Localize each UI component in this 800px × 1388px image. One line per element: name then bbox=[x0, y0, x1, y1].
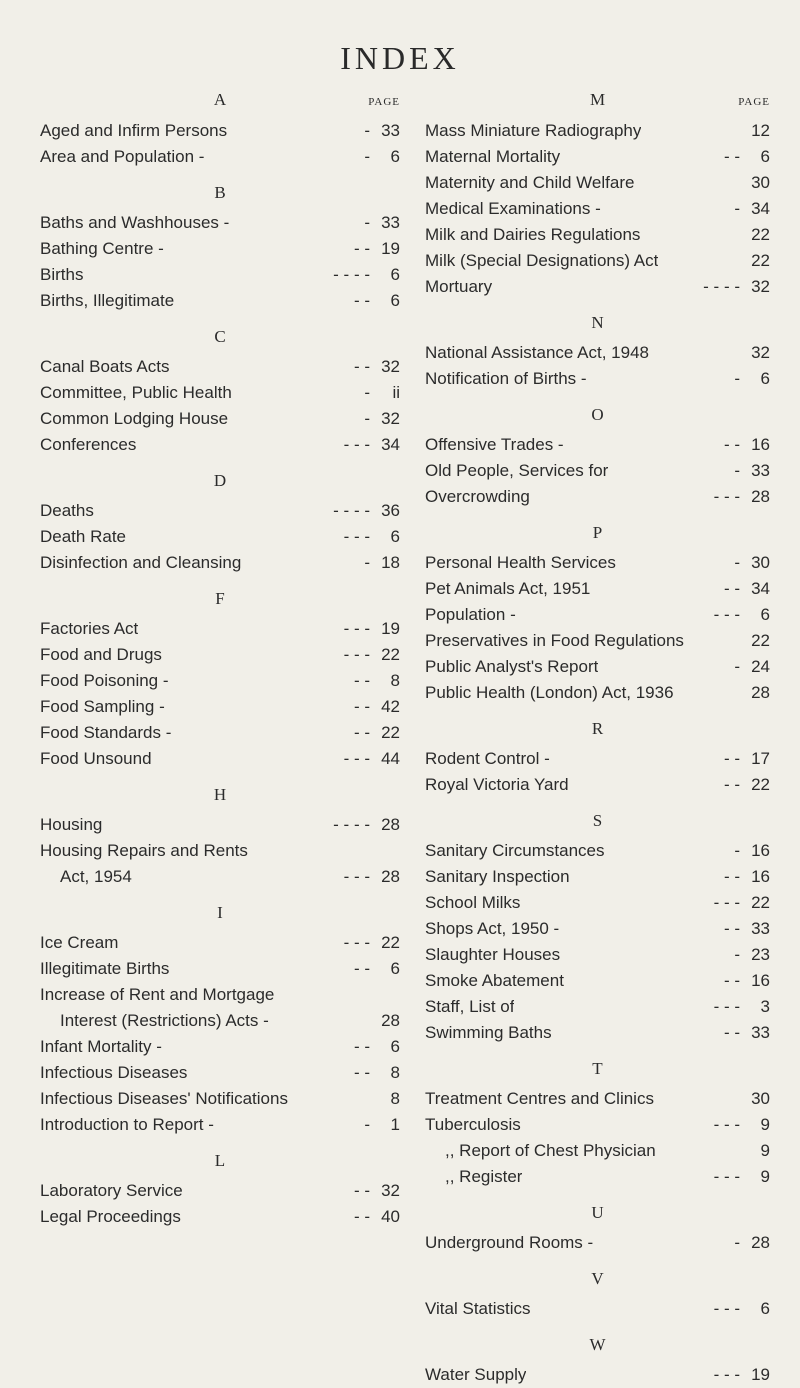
index-entry bbox=[425, 1020, 770, 1046]
leader-dashes: - bbox=[734, 461, 740, 480]
section-letter: N bbox=[591, 313, 604, 332]
index-entry bbox=[425, 654, 770, 680]
entry-page-number: 8 bbox=[390, 671, 400, 690]
entry-name: Infant Mortality - bbox=[40, 1037, 162, 1056]
entry-page-number: 16 bbox=[751, 841, 770, 860]
entry-name: Mass Miniature Radiography bbox=[425, 121, 642, 140]
leader-dashes: - bbox=[364, 121, 370, 140]
entry-page-number: 33 bbox=[381, 121, 400, 140]
index-entry bbox=[425, 550, 770, 576]
entry-page-number: 32 bbox=[381, 357, 400, 376]
leader-dashes: - - bbox=[353, 1037, 370, 1056]
entry-page-number: 6 bbox=[390, 291, 400, 310]
index-entry bbox=[425, 1086, 770, 1112]
entry-page-number: 16 bbox=[751, 867, 770, 886]
leader-dashes: - bbox=[734, 945, 740, 964]
entry-page-number: 6 bbox=[760, 605, 770, 624]
entry-page-number: 8 bbox=[390, 1089, 400, 1108]
index-entry bbox=[425, 340, 770, 366]
section-letter: H bbox=[213, 785, 227, 804]
entry-name: Housing bbox=[40, 815, 103, 834]
entry-name: Population - bbox=[425, 605, 516, 624]
entry-name: Laboratory Service bbox=[40, 1181, 183, 1200]
index-entry bbox=[425, 196, 770, 222]
leader-dashes: - bbox=[734, 1233, 740, 1252]
entry-name: Increase of Rent and Mortgage bbox=[40, 985, 275, 1004]
index-entry bbox=[425, 772, 770, 798]
entry-name: Food and Drugs bbox=[40, 645, 162, 664]
leader-dashes: - bbox=[364, 383, 370, 402]
entry-page-number: 30 bbox=[751, 553, 770, 572]
leader-dashes: - bbox=[734, 369, 740, 388]
entry-page-number: 22 bbox=[381, 723, 400, 742]
page-column-label: PAGE bbox=[368, 96, 400, 108]
entry-name: Mortuary bbox=[425, 277, 493, 296]
index-entry bbox=[40, 1034, 400, 1060]
entry-page-number: 9 bbox=[760, 1115, 770, 1134]
column-header bbox=[40, 90, 400, 118]
entry-name: Interest (Restrictions) Acts - bbox=[60, 1011, 269, 1030]
index-entry bbox=[40, 210, 400, 236]
entry-name: Rodent Control - bbox=[425, 749, 550, 768]
entry-name: Maternity and Child Welfare bbox=[425, 173, 635, 192]
entry-name: School Milks bbox=[425, 893, 521, 912]
index-entry bbox=[425, 222, 770, 248]
entry-name: Act, 1954 bbox=[60, 867, 132, 886]
entry-name: ,, Register bbox=[445, 1167, 523, 1186]
leader-dashes: - - bbox=[353, 357, 370, 376]
entry-page-number: 32 bbox=[381, 409, 400, 428]
entry-name: Swimming Baths bbox=[425, 1023, 552, 1042]
leader-dashes: - - - bbox=[713, 605, 740, 624]
index-entry bbox=[40, 668, 400, 694]
entry-page-number: 22 bbox=[751, 225, 770, 244]
entry-name: Ice Cream bbox=[40, 933, 119, 952]
index-entry bbox=[425, 432, 770, 458]
entry-name: Pet Animals Act, 1951 bbox=[425, 579, 591, 598]
entry-page-number: 22 bbox=[381, 645, 400, 664]
index-entry bbox=[40, 616, 400, 642]
leader-dashes: - - bbox=[723, 435, 740, 454]
leader-dashes: - - bbox=[723, 147, 740, 166]
index-entry bbox=[425, 916, 770, 942]
entry-page-number: 19 bbox=[381, 239, 400, 258]
section-letter: R bbox=[591, 719, 604, 738]
entry-name: Offensive Trades - bbox=[425, 435, 564, 454]
column-header bbox=[425, 90, 770, 118]
index-entry bbox=[425, 144, 770, 170]
entry-page-number: 6 bbox=[390, 1037, 400, 1056]
index-column-left bbox=[40, 90, 400, 1230]
entry-page-number: 23 bbox=[751, 945, 770, 964]
entry-name: Notification of Births - bbox=[425, 369, 587, 388]
leader-dashes: - - bbox=[723, 579, 740, 598]
entry-page-number: 18 bbox=[381, 553, 400, 572]
leader-dashes: - bbox=[734, 199, 740, 218]
leader-dashes: - - bbox=[723, 749, 740, 768]
entry-page-number: 8 bbox=[390, 1063, 400, 1082]
index-entry bbox=[40, 720, 400, 746]
entry-name: Aged and Infirm Persons bbox=[40, 121, 228, 140]
index-entry bbox=[40, 432, 400, 458]
entry-name: Slaughter Houses bbox=[425, 945, 561, 964]
index-entry bbox=[40, 1178, 400, 1204]
entry-page-number: 28 bbox=[751, 487, 770, 506]
index-entry bbox=[425, 1230, 770, 1256]
index-entry bbox=[425, 994, 770, 1020]
entry-page-number: 12 bbox=[751, 121, 770, 140]
index-entry bbox=[425, 170, 770, 196]
entry-name: Bathing Centre - bbox=[40, 239, 164, 258]
index-entry bbox=[40, 380, 400, 406]
leader-dashes: - - bbox=[723, 1023, 740, 1042]
entry-name: Disinfection and Cleansing bbox=[40, 553, 242, 572]
entry-name: Old People, Services for bbox=[425, 461, 609, 480]
leader-dashes: - - - bbox=[343, 645, 370, 664]
leader-dashes: - - bbox=[353, 291, 370, 310]
entry-name: Food Standards - bbox=[40, 723, 172, 742]
entry-page-number: 28 bbox=[381, 815, 400, 834]
entry-name: Food Sampling - bbox=[40, 697, 165, 716]
leader-dashes: - - - bbox=[713, 893, 740, 912]
entry-name: Baths and Washhouses - bbox=[40, 213, 230, 232]
index-entry bbox=[40, 524, 400, 550]
entry-page-number: 33 bbox=[751, 919, 770, 938]
entry-name: Housing Repairs and Rents bbox=[40, 841, 248, 860]
index-entry bbox=[40, 864, 400, 890]
index-entry bbox=[425, 576, 770, 602]
entry-name: Committee, Public Health bbox=[40, 383, 232, 402]
page-column-label: PAGE bbox=[738, 96, 770, 108]
index-entry bbox=[40, 694, 400, 720]
entry-name: Canal Boats Acts bbox=[40, 357, 170, 376]
leader-dashes: - - - bbox=[343, 619, 370, 638]
index-entry bbox=[40, 236, 400, 262]
entry-name: National Assistance Act, 1948 bbox=[425, 343, 649, 362]
index-column-right bbox=[425, 90, 770, 1388]
entry-page-number: 28 bbox=[381, 1011, 400, 1030]
entry-page-number: 24 bbox=[751, 657, 770, 676]
index-entry bbox=[40, 746, 400, 772]
entry-page-number: ii bbox=[392, 383, 400, 402]
entry-name: Common Lodging House bbox=[40, 409, 229, 428]
leader-dashes: - - bbox=[723, 919, 740, 938]
entry-name: Sanitary Inspection bbox=[425, 867, 570, 886]
entry-page-number: 40 bbox=[381, 1207, 400, 1226]
section-letter: F bbox=[215, 589, 225, 608]
index-entry bbox=[40, 812, 400, 838]
entry-name: Infectious Diseases' Notifications bbox=[40, 1089, 288, 1108]
entry-page-number: 22 bbox=[751, 893, 770, 912]
leader-dashes: - - - bbox=[713, 1115, 740, 1134]
entry-page-number: 33 bbox=[751, 461, 770, 480]
entry-name: Milk and Dairies Regulations bbox=[425, 225, 641, 244]
leader-dashes: - bbox=[364, 1115, 370, 1134]
index-entry bbox=[40, 1060, 400, 1086]
index-entry bbox=[40, 838, 400, 864]
entry-page-number: 34 bbox=[381, 435, 400, 454]
index-entry bbox=[425, 366, 770, 392]
index-entry bbox=[425, 1362, 770, 1388]
index-entry bbox=[425, 890, 770, 916]
entry-name: Deaths bbox=[40, 501, 94, 520]
leader-dashes: - - - - bbox=[333, 815, 370, 834]
leader-dashes: - - bbox=[353, 1063, 370, 1082]
entry-page-number: 28 bbox=[751, 683, 770, 702]
index-entry bbox=[40, 262, 400, 288]
entry-page-number: 22 bbox=[751, 251, 770, 270]
index-entry bbox=[425, 484, 770, 510]
entry-name: Births bbox=[40, 265, 84, 284]
entry-name: Public Health (London) Act, 1936 bbox=[425, 683, 674, 702]
entry-name: Water Supply bbox=[425, 1365, 527, 1384]
index-entry bbox=[425, 1296, 770, 1322]
index-entry bbox=[425, 968, 770, 994]
entry-name: Tuberculosis bbox=[425, 1115, 521, 1134]
entry-page-number: 22 bbox=[381, 933, 400, 952]
leader-dashes: - - - bbox=[343, 527, 370, 546]
entry-page-number: 9 bbox=[760, 1141, 770, 1160]
index-entry bbox=[40, 982, 400, 1008]
leader-dashes: - - bbox=[353, 697, 370, 716]
entry-page-number: 3 bbox=[760, 997, 770, 1016]
entry-page-number: 34 bbox=[751, 579, 770, 598]
leader-dashes: - - - - bbox=[703, 277, 740, 296]
index-entry bbox=[40, 498, 400, 524]
entry-page-number: 6 bbox=[760, 147, 770, 166]
entry-page-number: 34 bbox=[751, 199, 770, 218]
section-letter: O bbox=[591, 405, 604, 424]
leader-dashes: - - bbox=[353, 723, 370, 742]
leader-dashes: - bbox=[734, 553, 740, 572]
section-letter: L bbox=[214, 1151, 226, 1170]
index-entry bbox=[40, 930, 400, 956]
entry-name: Staff, List of bbox=[425, 997, 515, 1016]
entry-name: Shops Act, 1950 - bbox=[425, 919, 560, 938]
entry-page-number: 22 bbox=[751, 631, 770, 650]
entry-name: Preservatives in Food Regulations bbox=[425, 631, 684, 650]
section-letter: B bbox=[214, 183, 226, 202]
index-entry bbox=[425, 1138, 770, 1164]
entry-name: Maternal Mortality bbox=[425, 147, 561, 166]
entry-name: Medical Examinations - bbox=[425, 199, 601, 218]
entry-page-number: 6 bbox=[390, 265, 400, 284]
index-entry bbox=[425, 118, 770, 144]
entry-page-number: 44 bbox=[381, 749, 400, 768]
entry-name: Death Rate bbox=[40, 527, 126, 546]
entry-page-number: 6 bbox=[390, 527, 400, 546]
entry-name: Overcrowding bbox=[425, 487, 530, 506]
leader-dashes: - bbox=[364, 147, 370, 166]
index-entry bbox=[40, 1204, 400, 1230]
index-entry bbox=[425, 628, 770, 654]
leader-dashes: - bbox=[364, 213, 370, 232]
index-entry bbox=[40, 144, 400, 170]
entry-name: Births, Illegitimate bbox=[40, 291, 175, 310]
entry-page-number: 33 bbox=[751, 1023, 770, 1042]
entry-name: Public Analyst's Report bbox=[425, 657, 599, 676]
index-entry bbox=[40, 288, 400, 314]
entry-page-number: 9 bbox=[760, 1167, 770, 1186]
entry-name: Conferences bbox=[40, 435, 137, 454]
index-entry bbox=[425, 746, 770, 772]
leader-dashes: - - bbox=[723, 867, 740, 886]
leader-dashes: - - bbox=[353, 239, 370, 258]
index-entry bbox=[425, 602, 770, 628]
leader-dashes: - - - bbox=[343, 867, 370, 886]
entry-page-number: 32 bbox=[751, 343, 770, 362]
index-entry bbox=[425, 838, 770, 864]
entry-page-number: 28 bbox=[381, 867, 400, 886]
entry-name: Infectious Diseases bbox=[40, 1063, 188, 1082]
entry-page-number: 6 bbox=[760, 1299, 770, 1318]
index-entry bbox=[425, 248, 770, 274]
entry-page-number: 17 bbox=[751, 749, 770, 768]
index-entry bbox=[40, 406, 400, 432]
leader-dashes: - bbox=[364, 553, 370, 572]
leader-dashes: - - bbox=[353, 959, 370, 978]
entry-name: Treatment Centres and Clinics bbox=[425, 1089, 654, 1108]
section-letter: S bbox=[592, 811, 603, 830]
entry-page-number: 36 bbox=[381, 501, 400, 520]
section-letter: D bbox=[213, 471, 227, 490]
leader-dashes: - - - bbox=[343, 933, 370, 952]
leader-dashes: - bbox=[364, 409, 370, 428]
entry-name: Sanitary Circumstances bbox=[425, 841, 605, 860]
entry-page-number: 28 bbox=[751, 1233, 770, 1252]
index-entry bbox=[425, 274, 770, 300]
entry-name: Food Unsound bbox=[40, 749, 152, 768]
index-entry bbox=[40, 1112, 400, 1138]
entry-page-number: 33 bbox=[381, 213, 400, 232]
leader-dashes: - - - bbox=[713, 487, 740, 506]
entry-page-number: 19 bbox=[381, 619, 400, 638]
entry-page-number: 30 bbox=[751, 1089, 770, 1108]
entry-page-number: 30 bbox=[751, 173, 770, 192]
entry-name: Factories Act bbox=[40, 619, 139, 638]
entry-name: Illegitimate Births bbox=[40, 959, 170, 978]
leader-dashes: - - - bbox=[713, 997, 740, 1016]
entry-name: Area and Population - bbox=[40, 147, 205, 166]
leader-dashes: - - bbox=[723, 971, 740, 990]
entry-page-number: 16 bbox=[751, 971, 770, 990]
index-entry bbox=[40, 1008, 400, 1034]
entry-page-number: 16 bbox=[751, 435, 770, 454]
section-letter: W bbox=[589, 1335, 606, 1354]
index-entry bbox=[40, 550, 400, 576]
index-entry bbox=[425, 864, 770, 890]
index-entry bbox=[40, 642, 400, 668]
entry-page-number: 19 bbox=[751, 1365, 770, 1384]
leader-dashes: - - - bbox=[343, 749, 370, 768]
leader-dashes: - - - - bbox=[333, 265, 370, 284]
section-letter: A bbox=[213, 90, 227, 109]
index-entry bbox=[425, 458, 770, 484]
entry-name: Smoke Abatement bbox=[425, 971, 564, 990]
entry-page-number: 1 bbox=[390, 1115, 400, 1134]
entry-page-number: 6 bbox=[390, 147, 400, 166]
entry-name: Legal Proceedings bbox=[40, 1207, 181, 1226]
index-entry bbox=[425, 1112, 770, 1138]
entry-name: Introduction to Report - bbox=[40, 1115, 214, 1134]
leader-dashes: - bbox=[734, 657, 740, 676]
section-letter: I bbox=[217, 903, 223, 922]
leader-dashes: - bbox=[734, 841, 740, 860]
entry-name: Underground Rooms - bbox=[425, 1233, 594, 1252]
leader-dashes: - - - - bbox=[333, 501, 370, 520]
index-entry bbox=[40, 956, 400, 982]
leader-dashes: - - - bbox=[713, 1299, 740, 1318]
index-entry bbox=[425, 680, 770, 706]
entry-page-number: 42 bbox=[381, 697, 400, 716]
section-letter: M bbox=[589, 90, 606, 109]
entry-name: Food Poisoning - bbox=[40, 671, 169, 690]
leader-dashes: - - bbox=[353, 1207, 370, 1226]
index-entry bbox=[425, 942, 770, 968]
section-letter: U bbox=[591, 1203, 604, 1222]
leader-dashes: - - - bbox=[713, 1167, 740, 1186]
section-letter: V bbox=[591, 1269, 604, 1288]
index-entry bbox=[40, 118, 400, 144]
leader-dashes: - - bbox=[353, 1181, 370, 1200]
index-entry bbox=[40, 354, 400, 380]
entry-page-number: 6 bbox=[760, 369, 770, 388]
entry-name: Royal Victoria Yard bbox=[425, 775, 569, 794]
entry-page-number: 22 bbox=[751, 775, 770, 794]
entry-name: Vital Statistics bbox=[425, 1299, 531, 1318]
section-letter: T bbox=[592, 1059, 603, 1078]
leader-dashes: - - bbox=[353, 671, 370, 690]
entry-name: Milk (Special Designations) Act bbox=[425, 251, 659, 270]
entry-name: ,, Report of Chest Physician bbox=[445, 1141, 656, 1160]
section-letter: P bbox=[592, 523, 603, 542]
entry-page-number: 32 bbox=[381, 1181, 400, 1200]
entry-page-number: 32 bbox=[751, 277, 770, 296]
page-title: INDEX bbox=[340, 40, 460, 76]
entry-name: Personal Health Services bbox=[425, 553, 616, 572]
index-entry bbox=[40, 1086, 400, 1112]
index-entry bbox=[425, 1164, 770, 1190]
leader-dashes: - - - bbox=[343, 435, 370, 454]
leader-dashes: - - bbox=[723, 775, 740, 794]
section-letter: C bbox=[214, 327, 226, 346]
entry-page-number: 6 bbox=[390, 959, 400, 978]
leader-dashes: - - - bbox=[713, 1365, 740, 1384]
